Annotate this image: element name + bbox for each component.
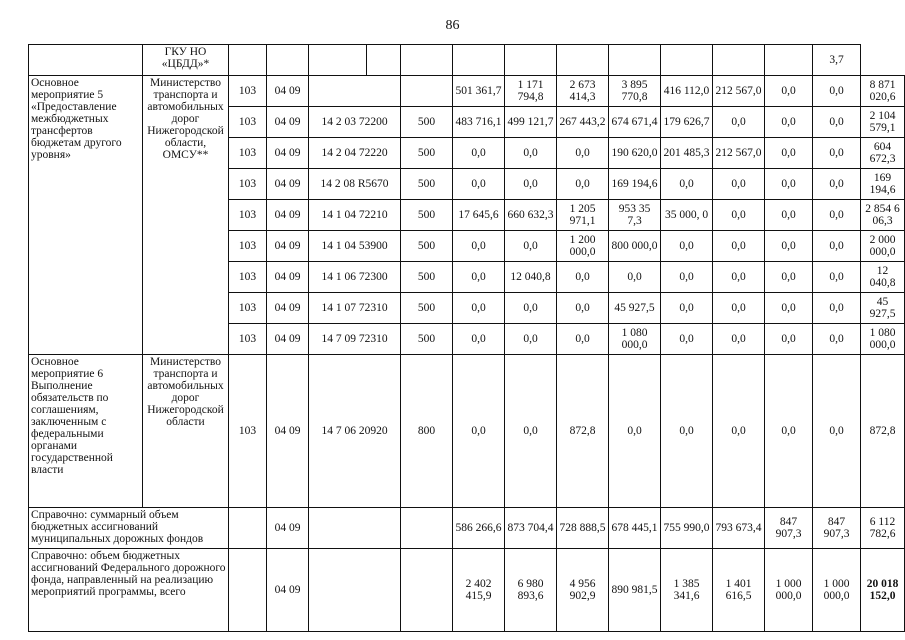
target-code-cell: 14 1 04 53900 <box>309 231 401 262</box>
v2018-cell: 1 080 000,0 <box>609 324 661 355</box>
section-code-cell: 04 09 <box>267 549 309 632</box>
v2021-cell: 0,0 <box>765 324 813 355</box>
v2019-cell: 416 112,0 <box>661 76 713 107</box>
gr-code-cell: 103 <box>229 324 267 355</box>
v2020-cell: 0,0 <box>713 324 765 355</box>
v2022-cell: 0,0 <box>813 293 861 324</box>
v2022-cell: 0,0 <box>813 355 861 508</box>
target-code-cell: 14 2 03 72200 <box>309 107 401 138</box>
v2017-cell: 0,0 <box>557 169 609 200</box>
target-code-cell: 14 7 09 72310 <box>309 324 401 355</box>
performer-cell: Министерство транспорта и автомобильных дорог Нижегородской области, ОМСУ** <box>143 76 229 355</box>
v2018-cell: 674 671,4 <box>609 107 661 138</box>
gr-code-cell: 103 <box>229 231 267 262</box>
v2018-cell: 190 620,0 <box>609 138 661 169</box>
target-code-cell: 14 2 08 R5670 <box>309 169 401 200</box>
v2019-cell: 1 385 341,6 <box>661 549 713 632</box>
section-code-cell: 04 09 <box>267 107 309 138</box>
v2020-cell: 0,0 <box>713 169 765 200</box>
v2016-cell: 660 632,3 <box>505 200 557 231</box>
v2018-cell: 953 35 7,3 <box>609 200 661 231</box>
v2016-cell: 499 121,7 <box>505 107 557 138</box>
gr-code-cell: 103 <box>229 200 267 231</box>
section-code-cell: 04 09 <box>267 231 309 262</box>
v2020-cell: 0,0 <box>713 231 765 262</box>
expense-type-cell: 500 <box>401 293 453 324</box>
expense-type-cell: 500 <box>401 262 453 293</box>
v2020-cell: 212 567,0 <box>713 138 765 169</box>
v2022-cell: 0,0 <box>813 324 861 355</box>
v2017-cell: 1 200 000,0 <box>557 231 609 262</box>
expense-type-cell: 500 <box>401 169 453 200</box>
v2017-cell: 0,0 <box>557 262 609 293</box>
total-cell: 20 018 152,0 <box>861 549 905 632</box>
expense-type-cell: 500 <box>401 200 453 231</box>
v2020-cell: 793 673,4 <box>713 508 765 549</box>
v2016-cell: 6 980 893,6 <box>505 549 557 632</box>
target-code-cell: 14 1 07 72310 <box>309 293 401 324</box>
total-cell: 6 112 782,6 <box>861 508 905 549</box>
v2021-cell: 0,0 <box>765 231 813 262</box>
target-code-cell: 14 1 06 72300 <box>309 262 401 293</box>
v2018-cell: 890 981,5 <box>609 549 661 632</box>
v2022-cell: 0,0 <box>813 169 861 200</box>
v2015-cell: 2 402 415,9 <box>453 549 505 632</box>
section-code-cell: 04 09 <box>267 76 309 107</box>
total-cell: 8 871 020,6 <box>861 76 905 107</box>
section-code-cell: 04 09 <box>267 200 309 231</box>
v2017-cell: 872,8 <box>557 355 609 508</box>
v2022-cell: 0,0 <box>813 200 861 231</box>
v2022-cell: 0,0 <box>813 231 861 262</box>
target-code-cell: 14 1 04 72210 <box>309 200 401 231</box>
target-code-cell: 14 7 06 20920 <box>309 355 401 508</box>
v2017-cell: 0,0 <box>557 293 609 324</box>
v2022-cell: 847 907,3 <box>813 508 861 549</box>
table-row <box>29 76 905 107</box>
v2022-cell: 0,0 <box>813 76 861 107</box>
summary-label: Справочно: суммарный объем бюджетных ассигнований муниципальных дорожных фондов <box>29 508 229 549</box>
v2018-cell: 45 927,5 <box>609 293 661 324</box>
section-code-cell: 04 09 <box>267 262 309 293</box>
section-code-cell: 04 09 <box>267 355 309 508</box>
v2019-cell: 0,0 <box>661 355 713 508</box>
measure-name: Основное мероприятие 5 «Предоставление межбюджетных трансфертов бюджетам другого уровня» <box>29 76 143 355</box>
table-row <box>29 508 905 549</box>
v2015-cell: 0,0 <box>453 138 505 169</box>
page-number: 86 <box>445 18 460 33</box>
v2021-cell: 0,0 <box>765 293 813 324</box>
v2015-cell: 17 645,6 <box>453 200 505 231</box>
v2022-cell: 0,0 <box>813 262 861 293</box>
v2021-cell: 847 907,3 <box>765 508 813 549</box>
v2015-cell: 0,0 <box>453 262 505 293</box>
budget-table <box>28 44 905 632</box>
v2019-cell: 0,0 <box>661 324 713 355</box>
v2015-cell: 0,0 <box>453 355 505 508</box>
performer-cell: ГКУ НО «ЦБДД»* <box>143 45 229 76</box>
v2019-cell: 0,0 <box>661 262 713 293</box>
expense-type-cell: 500 <box>401 138 453 169</box>
v2022-cell: 1 000 000,0 <box>813 549 861 632</box>
section-code-cell: 04 09 <box>267 138 309 169</box>
v2020-cell: 0,0 <box>713 107 765 138</box>
v2015-cell: 0,0 <box>453 324 505 355</box>
cell <box>29 45 143 76</box>
target-code-cell: 14 2 04 72220 <box>309 138 401 169</box>
v2021-cell: 0,0 <box>765 138 813 169</box>
table-row <box>29 45 905 76</box>
v2020-cell: 0,0 <box>713 200 765 231</box>
v2016-cell: 0,0 <box>505 355 557 508</box>
target-code-cell <box>309 549 401 632</box>
v2019-cell: 0,0 <box>661 231 713 262</box>
gr-code-cell: 103 <box>229 262 267 293</box>
v2016-cell: 873 704,4 <box>505 508 557 549</box>
v2017-cell: 267 443,2 <box>557 107 609 138</box>
v2019-cell: 201 485,3 <box>661 138 713 169</box>
target-code-cell <box>309 76 401 107</box>
expense-type-cell: 500 <box>401 324 453 355</box>
v2020-cell: 0,0 <box>713 355 765 508</box>
v2017-cell: 2 673 414,3 <box>557 76 609 107</box>
v2015-cell: 0,0 <box>453 169 505 200</box>
v2015-cell: 483 716,1 <box>453 107 505 138</box>
gr-code-cell: 103 <box>229 76 267 107</box>
v2015-cell: 501 361,7 <box>453 76 505 107</box>
gr-code-cell: 103 <box>229 169 267 200</box>
v2016-cell: 0,0 <box>505 169 557 200</box>
summary-label: Справочно: объем бюджетных ассигнований Федерального дорожного фонда, направленный на реализацию мероприятий программы, всего <box>29 549 229 632</box>
total-cell: 45 927,5 <box>861 293 905 324</box>
v2018-cell: 800 000,0 <box>609 231 661 262</box>
expense-type-cell: 500 <box>401 231 453 262</box>
v2018-cell: 3 895 770,8 <box>609 76 661 107</box>
expense-type-cell <box>401 549 453 632</box>
v2015-cell: 0,0 <box>453 293 505 324</box>
v2016-cell: 0,0 <box>505 324 557 355</box>
v2020-cell: 212 567,0 <box>713 76 765 107</box>
v2021-cell: 1 000 000,0 <box>765 549 813 632</box>
total-cell: 12 040,8 <box>861 262 905 293</box>
v2017-cell: 0,0 <box>557 138 609 169</box>
v2018-cell: 0,0 <box>609 355 661 508</box>
total-cell: 2 000 000,0 <box>861 231 905 262</box>
gr-code-cell: 103 <box>229 355 267 508</box>
total-cell: 169 194,6 <box>861 169 905 200</box>
gr-code-cell <box>229 549 267 632</box>
v2016-cell: 0,0 <box>505 293 557 324</box>
target-code-cell <box>309 508 401 549</box>
section-code-cell: 04 09 <box>267 169 309 200</box>
performer-cell: Министерство транспорта и автомобильных дорог Нижегородской области <box>143 355 229 508</box>
v2022-cell: 0,0 <box>813 138 861 169</box>
v2019-cell: 755 990,0 <box>661 508 713 549</box>
v2017-cell: 1 205 971,1 <box>557 200 609 231</box>
total-cell: 604 672,3 <box>861 138 905 169</box>
v2021-cell: 0,0 <box>765 169 813 200</box>
v2017-cell: 4 956 902,9 <box>557 549 609 632</box>
v2021-cell: 0,0 <box>765 262 813 293</box>
gr-code-cell: 103 <box>229 107 267 138</box>
v2021-cell: 0,0 <box>765 76 813 107</box>
table-row <box>29 549 905 632</box>
v2020-cell: 1 401 616,5 <box>713 549 765 632</box>
expense-type-cell: 500 <box>401 107 453 138</box>
v2016-cell: 12 040,8 <box>505 262 557 293</box>
section-code-cell: 04 09 <box>267 508 309 549</box>
v2020-cell: 0,0 <box>713 293 765 324</box>
v2016-cell: 1 171 794,8 <box>505 76 557 107</box>
v2019-cell: 35 000, 0 <box>661 200 713 231</box>
v2016-cell: 0,0 <box>505 138 557 169</box>
v2015-cell: 0,0 <box>453 231 505 262</box>
section-code-cell: 04 09 <box>267 293 309 324</box>
expense-type-cell: 800 <box>401 355 453 508</box>
v2022-cell: 0,0 <box>813 107 861 138</box>
section-code-cell: 04 09 <box>267 324 309 355</box>
total-cell: 1 080 000,0 <box>861 324 905 355</box>
v2020-cell: 0,0 <box>713 262 765 293</box>
total-cell: 2 104 579,1 <box>861 107 905 138</box>
measure-name: Основное мероприятие 6 Выполнение обязательств по соглашениям, заключенным с федеральными органами государственной власти <box>29 355 143 508</box>
gr-code-cell: 103 <box>229 138 267 169</box>
v2017-cell: 0,0 <box>557 324 609 355</box>
v2018-cell: 169 194,6 <box>609 169 661 200</box>
v2021-cell: 0,0 <box>765 107 813 138</box>
expense-type-cell <box>401 76 453 107</box>
v2021-cell: 0,0 <box>765 200 813 231</box>
v2019-cell: 0,0 <box>661 169 713 200</box>
table-row <box>29 355 905 508</box>
v2019-cell: 179 626,7 <box>661 107 713 138</box>
v2015-cell: 586 266,6 <box>453 508 505 549</box>
total-cell: 3,7 <box>813 45 861 76</box>
v2017-cell: 728 888,5 <box>557 508 609 549</box>
expense-type-cell <box>401 508 453 549</box>
gr-code-cell <box>229 508 267 549</box>
v2021-cell: 0,0 <box>765 355 813 508</box>
gr-code-cell: 103 <box>229 293 267 324</box>
total-cell: 2 854 6 06,3 <box>861 200 905 231</box>
total-cell: 872,8 <box>861 355 905 508</box>
v2018-cell: 0,0 <box>609 262 661 293</box>
v2019-cell: 0,0 <box>661 293 713 324</box>
v2016-cell: 0,0 <box>505 231 557 262</box>
v2018-cell: 678 445,1 <box>609 508 661 549</box>
